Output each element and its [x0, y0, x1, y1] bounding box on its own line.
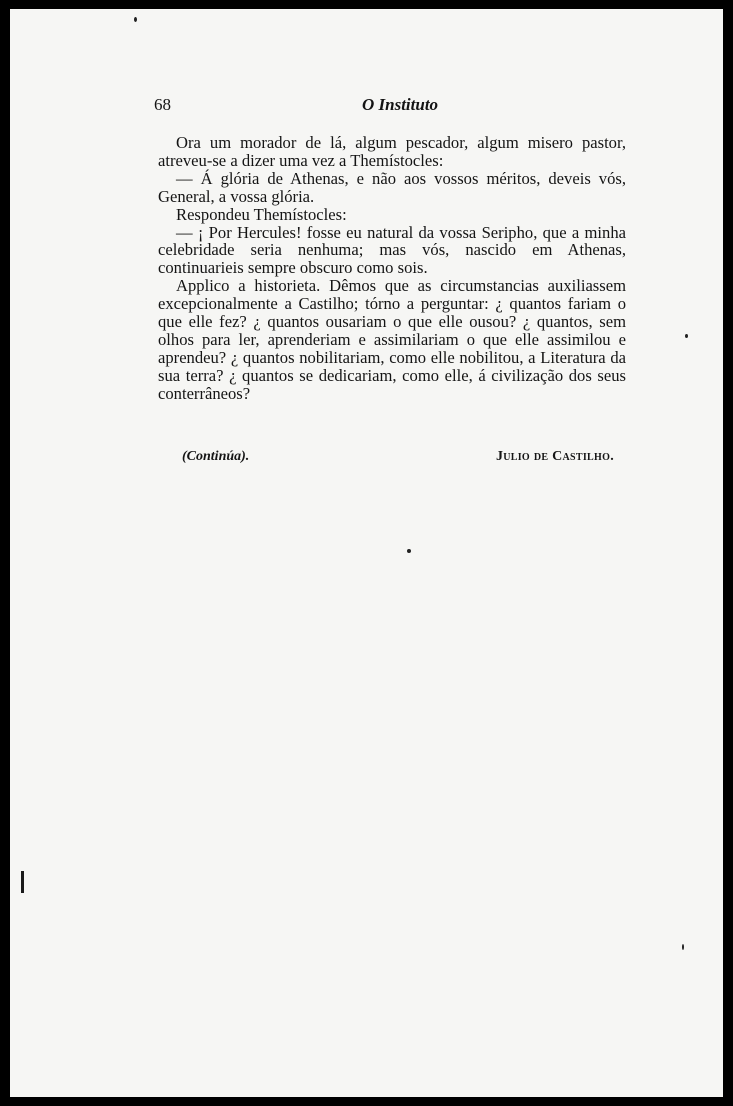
running-title: O Instituto	[362, 95, 439, 114]
paragraph-3: Respondeu Themístocles:	[176, 204, 347, 224]
scan-speck	[682, 944, 684, 950]
continua-note: (Continúa).	[182, 449, 250, 464]
paragraph-1: Ora um morador de lá, algum pescador, algum misero pastor, atreveu-se a dizer uma vez a Themístocles:	[158, 133, 626, 170]
body-text	[158, 134, 626, 403]
scan-margin-mark	[21, 871, 24, 893]
page-header	[154, 95, 614, 119]
scan-speck	[407, 549, 411, 553]
paragraph-2: — Á glória de Athenas, e não aos vossos méritos, deveis vós, General, a vossa glória.	[158, 168, 626, 206]
article-footer	[182, 449, 614, 471]
scan-speck	[134, 17, 137, 22]
page-number: 68	[154, 95, 171, 114]
scanned-page	[10, 9, 723, 1097]
paragraph-4: — ¡ Por Hercules! fosse eu natural da vossa Seripho, que a minha celebridade seria nenhuma; mas vós, nascido em Athenas, continuarieis sempre obscuro como sois.	[158, 222, 626, 278]
paragraph-5: Applico a historieta. Dêmos que as circumstancias auxiliassem excepcionalmente a Castilho; tórno a perguntar: ¿ quantos fariam o que elle fez? ¿ quantos ousariam o que elle ousou? ¿ quantos, sem olhos para ler, aprenderiam e assimilariam o que elle assimilou e aprendeu? ¿ quantos nobilitariam, como elle nobilitou, a Literatura da sua terra? ¿ quantos se dedicariam, como elle, á civilização dos seus conterrâneos?	[158, 276, 626, 403]
scan-speck	[685, 334, 688, 338]
author-signature: Julio de Castilho.	[495, 449, 614, 464]
